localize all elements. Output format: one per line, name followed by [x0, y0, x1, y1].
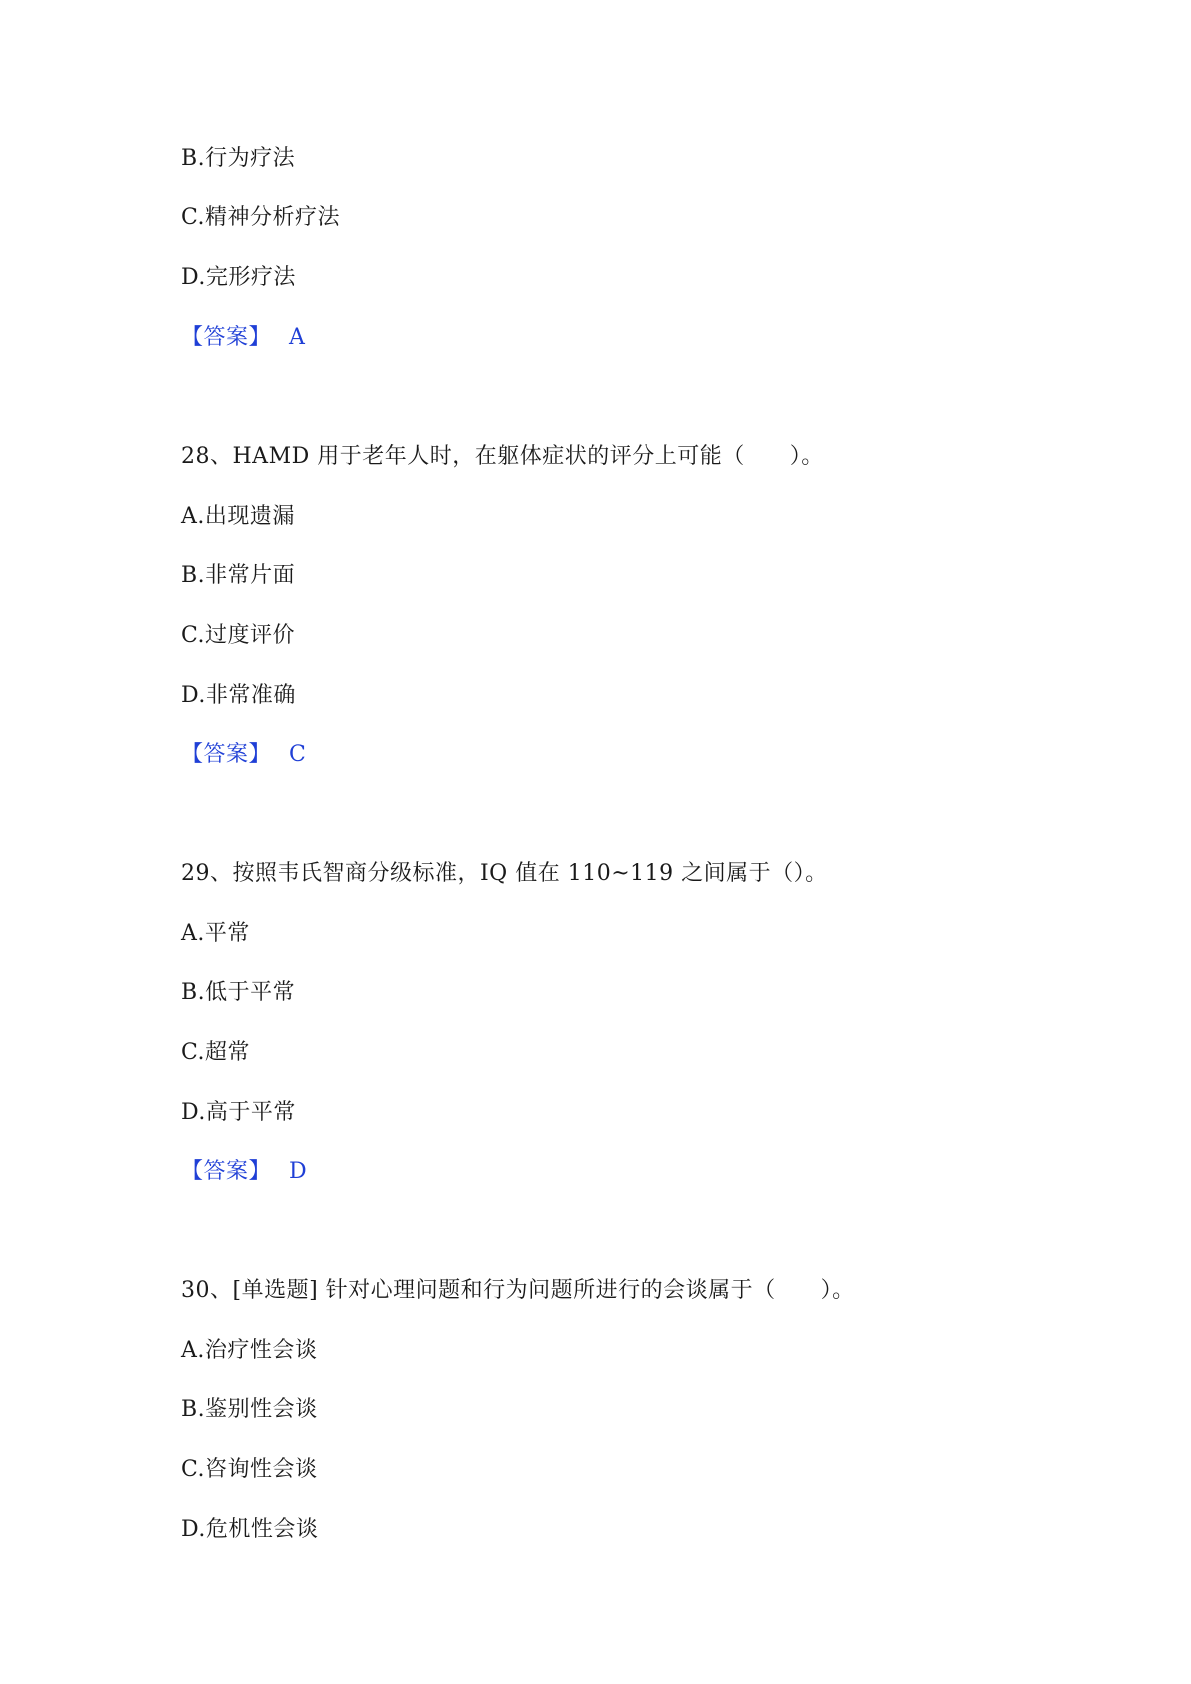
option-d: D.危机性会谈 — [181, 1517, 319, 1542]
option-a: A.治疗性会谈 — [181, 1338, 318, 1363]
answer-label: 【答案】 — [181, 325, 272, 350]
option-b: B.低于平常 — [181, 980, 296, 1005]
option-a: A.平常 — [181, 921, 250, 946]
answer-value: D — [289, 1159, 308, 1184]
answer-value: C — [289, 742, 307, 767]
option-c: C.超常 — [181, 1040, 251, 1065]
question-stem: 30、[单选题] 针对心理问题和行为问题所进行的会谈属于（ ）。 — [181, 1278, 855, 1303]
answer-value: A — [289, 325, 306, 350]
answer-label: 【答案】 — [181, 1159, 272, 1184]
answer-label: 【答案】 — [181, 742, 272, 767]
option-a: A.出现遗漏 — [181, 504, 295, 529]
option-b: B.非常片面 — [181, 563, 296, 588]
answer-line — [181, 740, 306, 770]
option-b: B.行为疗法 — [181, 146, 296, 171]
option-d: D.非常准确 — [181, 683, 296, 708]
option-b: B.鉴别性会谈 — [181, 1397, 318, 1422]
option-c: C.精神分析疗法 — [181, 205, 341, 230]
option-c: C.过度评价 — [181, 623, 296, 648]
answer-line — [181, 1157, 307, 1187]
option-d: D.完形疗法 — [181, 265, 296, 290]
question-stem: 29、按照韦氏智商分级标准，IQ 值在 110~119 之间属于（）。 — [181, 861, 828, 886]
answer-line — [181, 323, 305, 353]
option-c: C.咨询性会谈 — [181, 1457, 318, 1482]
option-d: D.高于平常 — [181, 1100, 296, 1125]
question-stem: 28、HAMD 用于老年人时，在躯体症状的评分上可能（ ）。 — [181, 444, 824, 469]
